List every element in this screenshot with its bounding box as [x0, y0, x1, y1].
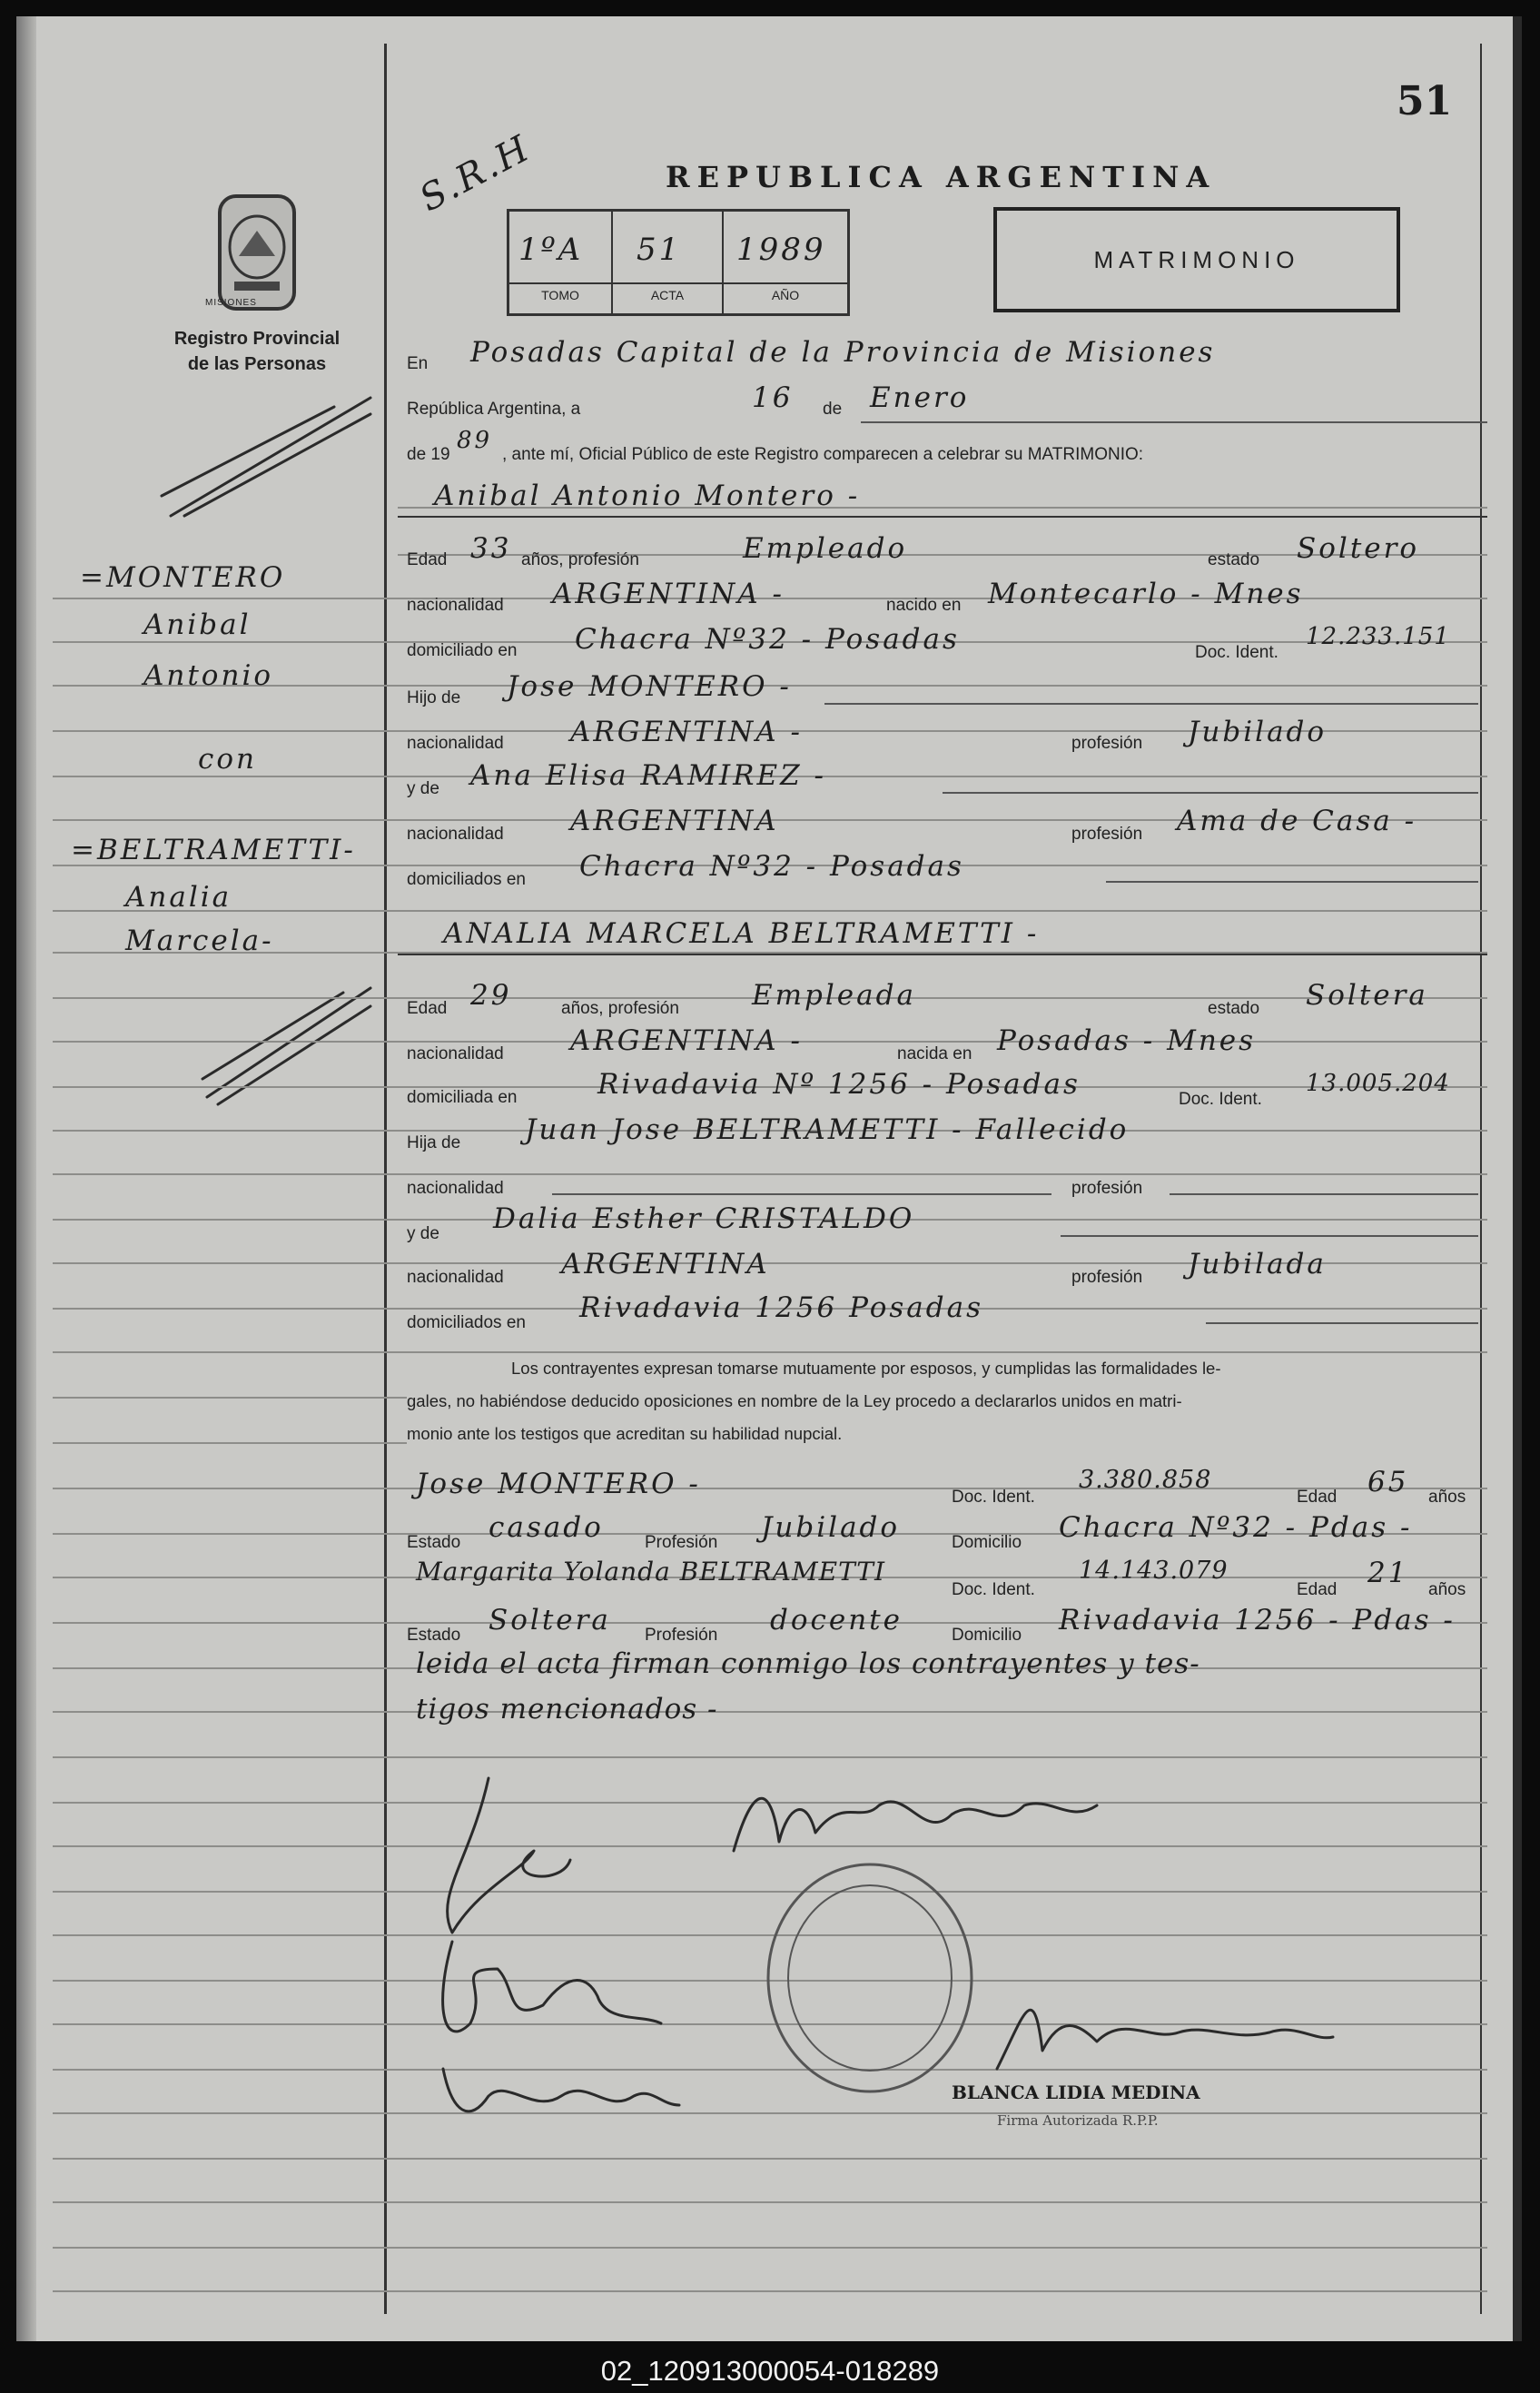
tomo-value: 1ºA [518, 232, 584, 268]
bride-profesion: Empleada [752, 979, 916, 1012]
groom-padre: Jose MONTERO - [507, 670, 792, 703]
groom-prof-label: años, profesión [521, 550, 639, 569]
signature-bride [725, 1769, 1106, 1869]
groom-name: Anibal Antonio Montero - [434, 480, 861, 512]
registry-name-line2: de las Personas [187, 354, 327, 374]
groom-madre-prof-label: profesión [1071, 825, 1143, 844]
bride-domicilio: Rivadavia Nº 1256 - Posadas [597, 1068, 1081, 1101]
groom-y-de-label: y de [407, 779, 439, 798]
day: 16 [752, 381, 794, 414]
tomo-acta-box [507, 209, 850, 316]
record-type-box [993, 207, 1400, 312]
signatures-left [416, 1751, 716, 2151]
bride-hija-label: Hija de [407, 1133, 461, 1152]
margin-name-groom-1: Anibal [143, 608, 252, 641]
groom-madre-nac-label: nacionalidad [407, 825, 504, 844]
bride-y-de-label: y de [407, 1224, 439, 1243]
witness1-edad: 65 [1367, 1466, 1409, 1498]
registry-name-line1: Registro Provincial [173, 329, 341, 349]
witness2-edad: 21 [1367, 1557, 1409, 1589]
groom-estado-label: estado [1208, 550, 1260, 569]
groom-hijo-label: Hijo de [407, 688, 461, 707]
witness1-name: Jose MONTERO - [416, 1468, 701, 1500]
margin-con: con [198, 743, 257, 776]
witness2-doc-label: Doc. Ident. [952, 1580, 1035, 1599]
seal-caption: MISIONES [205, 298, 257, 308]
republica-label: República Argentina, a [407, 400, 581, 419]
place: Posadas Capital de la Provincia de Misiones [470, 336, 1216, 369]
witness2-prof-label: Profesión [645, 1626, 718, 1645]
witness2-prof: docente [770, 1604, 903, 1637]
witness1-dom-label: Domicilio [952, 1533, 1022, 1552]
right-border [1480, 44, 1482, 2314]
witness2-doc: 14.143.079 [1079, 1557, 1229, 1585]
bride-madre-nac: ARGENTINA [561, 1248, 770, 1281]
witness2-anos-label: años [1428, 1580, 1466, 1599]
witness1-estado-label: Estado [407, 1533, 461, 1552]
book-binding [16, 16, 36, 2341]
register-page [16, 16, 1522, 2341]
bride-padres-dom-label: domiciliados en [407, 1313, 526, 1332]
witness2-edad-label: Edad [1297, 1580, 1338, 1599]
bride-doc-label: Doc. Ident. [1179, 1090, 1262, 1109]
witness1-prof-label: Profesión [645, 1533, 718, 1552]
bride-dom-label: domiciliada en [407, 1088, 518, 1107]
groom-nac-label: nacionalidad [407, 596, 504, 615]
year-prefix: de 19 [407, 445, 450, 464]
margin-initials: S.R.H [412, 126, 538, 221]
page-number: 51 [1397, 78, 1453, 124]
groom-edad-label: Edad [407, 550, 448, 569]
en-label: En [407, 354, 429, 373]
bride-madre-prof-label: profesión [1071, 1268, 1143, 1287]
witness1-dom: Chacra Nº32 - Pdas - [1059, 1511, 1413, 1544]
image-id-caption: 02_120913000054-018289 [600, 2355, 940, 2387]
groom-doc: 12.233.151 [1306, 623, 1450, 650]
groom-padre-prof: Jubilado [1188, 716, 1328, 748]
margin-name-bride-2: Marcela- [125, 925, 274, 957]
witness1-estado: casado [489, 1511, 604, 1544]
groom-madre-prof: Ama de Casa - [1177, 805, 1417, 837]
bride-padre-nac-label: nacionalidad [407, 1179, 504, 1198]
groom-estado: Soltero [1297, 532, 1420, 565]
groom-edad: 33 [470, 532, 512, 565]
witness2-estado: Soltera [489, 1604, 611, 1637]
witness2-estado-label: Estado [407, 1626, 461, 1645]
margin-surname-groom: =MONTERO [80, 561, 286, 594]
bride-nac-label: nacionalidad [407, 1044, 504, 1063]
groom-padre-prof-label: profesión [1071, 734, 1143, 753]
witness2-dom-label: Domicilio [952, 1626, 1022, 1645]
groom-madre-nac: ARGENTINA [570, 805, 779, 837]
groom-padres-dom: Chacra Nº32 - Posadas [579, 850, 964, 883]
bride-padres-dom: Rivadavia 1256 Posadas [579, 1291, 983, 1324]
declaration-line2: gales, no habiéndose deducido oposiciones en nombre de la Ley procedo a declararlos unidos en matri- [407, 1391, 1182, 1410]
bride-padre: Juan Jose BELTRAMETTI - Fallecido [525, 1113, 1130, 1146]
groom-dom-label: domiciliado en [407, 641, 518, 660]
bride-padre-prof-label: profesión [1071, 1179, 1143, 1198]
margin-name-groom-2: Antonio [143, 659, 274, 692]
groom-madre: Ana Elisa RAMIREZ - [470, 759, 826, 792]
bride-doc: 13.005.204 [1306, 1070, 1450, 1097]
margin-divider [384, 44, 387, 2314]
bride-prof-label: años, profesión [561, 999, 679, 1018]
officer-name: BLANCA LIDIA MEDINA [952, 2082, 1200, 2103]
month: Enero [870, 381, 970, 414]
country-heading: REPUBLICA ARGENTINA [666, 160, 1217, 194]
witness2-name: Margarita Yolanda BELTRAMETTI [416, 1557, 886, 1587]
compareceo-text: , ante mí, Oficial Público de este Registro comparecen a celebrar su MATRIMONIO: [502, 445, 1144, 464]
witness1-edad-label: Edad [1297, 1488, 1338, 1507]
bride-madre: Dalia Esther CRISTALDO [493, 1202, 915, 1235]
bride-edad: 29 [470, 979, 512, 1012]
bride-nacida-label: nacida en [897, 1044, 972, 1063]
declaration-line3: monio ante los testigos que acreditan su habilidad nupcial. [407, 1424, 843, 1443]
acta-value: 51 [637, 232, 682, 268]
margin-name-bride-1: Analia [125, 881, 232, 914]
tomo-label: TOMO [541, 288, 579, 302]
witness2-dom: Rivadavia 1256 - Pdas - [1059, 1604, 1456, 1637]
bride-madre-prof: Jubilada [1188, 1248, 1327, 1281]
bride-estado: Soltera [1306, 979, 1428, 1012]
witness1-doc-label: Doc. Ident. [952, 1488, 1035, 1507]
bride-nacionalidad: ARGENTINA - [570, 1024, 804, 1057]
bride-estado-label: estado [1208, 999, 1260, 1018]
groom-nacido: Montecarlo - Mnes [988, 578, 1304, 610]
margin-strike-marks [153, 389, 389, 525]
ano-label: AÑO [771, 288, 800, 302]
closing-line1: leida el acta firman conmigo los contrayentes y tes- [416, 1647, 1200, 1680]
bride-nacida: Posadas - Mnes [997, 1024, 1257, 1057]
bride-madre-nac-label: nacionalidad [407, 1268, 504, 1287]
groom-padre-nac-label: nacionalidad [407, 734, 504, 753]
bride-name: ANALIA MARCELA BELTRAMETTI - [443, 917, 1040, 950]
acta-label: ACTA [650, 288, 685, 302]
groom-padres-dom-label: domiciliados en [407, 870, 526, 889]
groom-profesion: Empleado [743, 532, 908, 565]
groom-doc-label: Doc. Ident. [1195, 643, 1278, 662]
witness1-doc: 3.380.858 [1079, 1466, 1212, 1494]
declaration-line1: Los contrayentes expresan tomarse mutuamente por esposos, y cumplidas las formalidades le- [511, 1359, 1221, 1378]
witness1-prof: Jubilado [761, 1511, 901, 1544]
record-type: MATRIMONIO [1093, 245, 1300, 273]
de-label: de [823, 400, 843, 419]
groom-padre-nac: ARGENTINA - [570, 716, 804, 748]
year-suffix: 89 [457, 427, 493, 454]
officer-title: Firma Autorizada R.P.P. [997, 2112, 1159, 2129]
bride-edad-label: Edad [407, 999, 448, 1018]
official-stamp-icon [761, 1860, 979, 2105]
margin-surname-bride: =BELTRAMETTI- [71, 834, 356, 866]
ano-value: 1989 [736, 232, 826, 268]
groom-nacionalidad: ARGENTINA - [552, 578, 785, 610]
signature-officer [979, 1960, 1342, 2087]
witness1-anos-label: años [1428, 1488, 1466, 1507]
groom-nacido-label: nacido en [886, 596, 962, 615]
groom-domicilio: Chacra Nº32 - Posadas [575, 623, 960, 656]
closing-line2: tigos mencionados - [416, 1693, 718, 1726]
